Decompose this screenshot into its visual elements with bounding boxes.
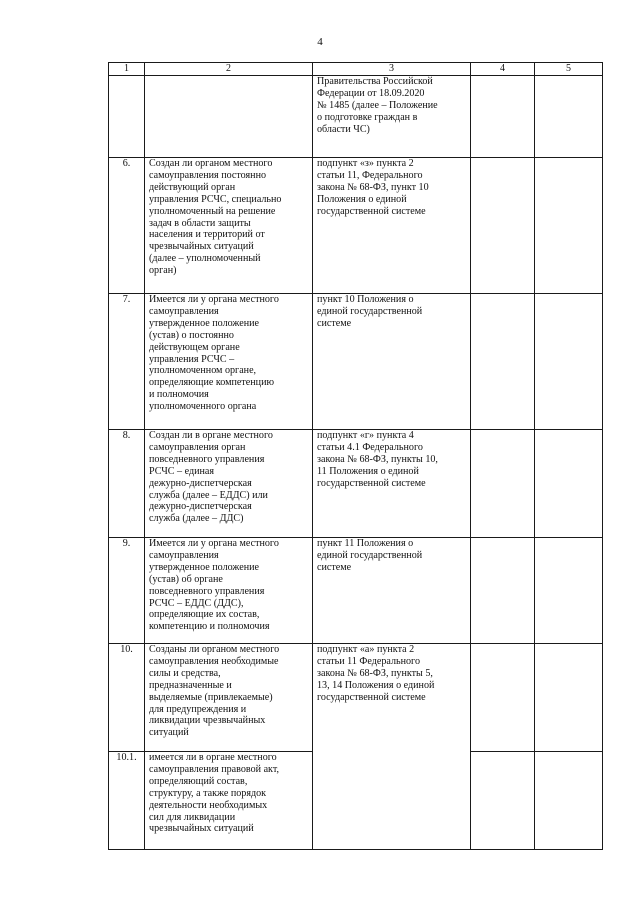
table-row bbox=[109, 538, 603, 644]
answer-cell bbox=[471, 430, 535, 538]
note-cell bbox=[535, 430, 603, 538]
row-number-cell: 8. bbox=[109, 430, 145, 538]
basis-cell bbox=[313, 430, 471, 538]
column-header-3: 3 bbox=[313, 63, 471, 76]
checklist-table bbox=[108, 62, 603, 850]
question-text: Создан ли в органе местного самоуправления орган повседневного управления РСЧС – единая дежурно-диспетчерская служба (далее – ЕДДС) или дежурно-диспетчерская служба (далее – ДДС) bbox=[149, 430, 273, 525]
row-number-cell: 6. bbox=[109, 158, 145, 294]
answer-cell bbox=[471, 644, 535, 752]
basis-text: подпункт «г» пункта 4 статьи 4.1 Федерального закона № 68-ФЗ, пункты 10, 11 Положения о единой государственной системе bbox=[317, 430, 438, 489]
question-cell bbox=[145, 294, 313, 430]
answer-cell bbox=[471, 538, 535, 644]
question-text: Имеется ли у органа местного самоуправления утвержденное положение (устав) о постоянно действующем органе управления РСЧС – уполномоченном органе, определяющие компетенцию и полномочия уполномоченного органа bbox=[149, 294, 279, 413]
column-header-2: 2 bbox=[145, 63, 313, 76]
note-cell bbox=[535, 644, 603, 752]
row-number-cell bbox=[109, 76, 145, 158]
row-number-cell: 10.1. bbox=[109, 752, 145, 850]
question-cell bbox=[145, 752, 313, 850]
column-header-1: 1 bbox=[109, 63, 145, 76]
question-cell bbox=[145, 76, 313, 158]
column-header-4: 4 bbox=[471, 63, 535, 76]
question-text: Создан ли органом местного самоуправления постоянно действующий орган управления РСЧС, специально уполномоченный на решение задач в области защиты населения и территорий от чрезвычайных ситуаций (далее – уполномоченный орган) bbox=[149, 158, 282, 277]
row-number-cell: 7. bbox=[109, 294, 145, 430]
question-cell bbox=[145, 158, 313, 294]
question-text: имеется ли в органе местного самоуправления правовой акт, определяющий состав, структуру, а также порядок деятельности необходимых сил для ликвидации чрезвычайных ситуаций bbox=[149, 752, 279, 835]
basis-text: пункт 10 Положения о единой государственной системе bbox=[317, 294, 423, 329]
page-number: 4 bbox=[317, 36, 323, 48]
table-row bbox=[109, 430, 603, 538]
basis-cell bbox=[313, 538, 471, 644]
table-row bbox=[109, 644, 603, 752]
table-header-row bbox=[109, 63, 603, 76]
answer-cell bbox=[471, 294, 535, 430]
row-number-cell: 9. bbox=[109, 538, 145, 644]
table-row-continuation bbox=[109, 76, 603, 158]
basis-cell bbox=[313, 294, 471, 430]
basis-text: Правительства Российской Федерации от 18.09.2020 № 1485 (далее – Положение о подготовке граждан в области ЧС) bbox=[317, 76, 438, 135]
basis-cell bbox=[313, 644, 471, 850]
question-cell bbox=[145, 538, 313, 644]
row-number-cell: 10. bbox=[109, 644, 145, 752]
table-row bbox=[109, 294, 603, 430]
question-text: Имеется ли у органа местного самоуправления утвержденное положение (устав) об органе повседневного управления РСЧС – ЕДДС (ДДС), определяющие их состав, компетенцию и полномочия bbox=[149, 538, 279, 633]
note-cell bbox=[535, 76, 603, 158]
basis-text: подпункт «а» пункта 2 статьи 11 Федерального закона № 68-ФЗ, пункты 5, 13, 14 Положения о единой государственной системе bbox=[317, 644, 435, 703]
basis-text: подпункт «з» пункта 2 статьи 11, Федерального закона № 68-ФЗ, пункт 10 Положения о единой государственной системе bbox=[317, 158, 429, 217]
basis-cell bbox=[313, 76, 471, 158]
note-cell bbox=[535, 294, 603, 430]
basis-text: пункт 11 Положения о единой государственной системе bbox=[317, 538, 423, 573]
note-cell bbox=[535, 538, 603, 644]
column-header-5: 5 bbox=[535, 63, 603, 76]
answer-cell bbox=[471, 752, 535, 850]
question-text: Созданы ли органом местного самоуправления необходимые силы и средства, предназначенные и выделяемые (привлекаемые) для предупреждения и ликвидации чрезвычайных ситуаций bbox=[149, 644, 280, 739]
basis-cell bbox=[313, 158, 471, 294]
note-cell bbox=[535, 752, 603, 850]
question-cell bbox=[145, 430, 313, 538]
note-cell bbox=[535, 158, 603, 294]
answer-cell bbox=[471, 76, 535, 158]
table-row bbox=[109, 158, 603, 294]
answer-cell bbox=[471, 158, 535, 294]
question-cell bbox=[145, 644, 313, 752]
